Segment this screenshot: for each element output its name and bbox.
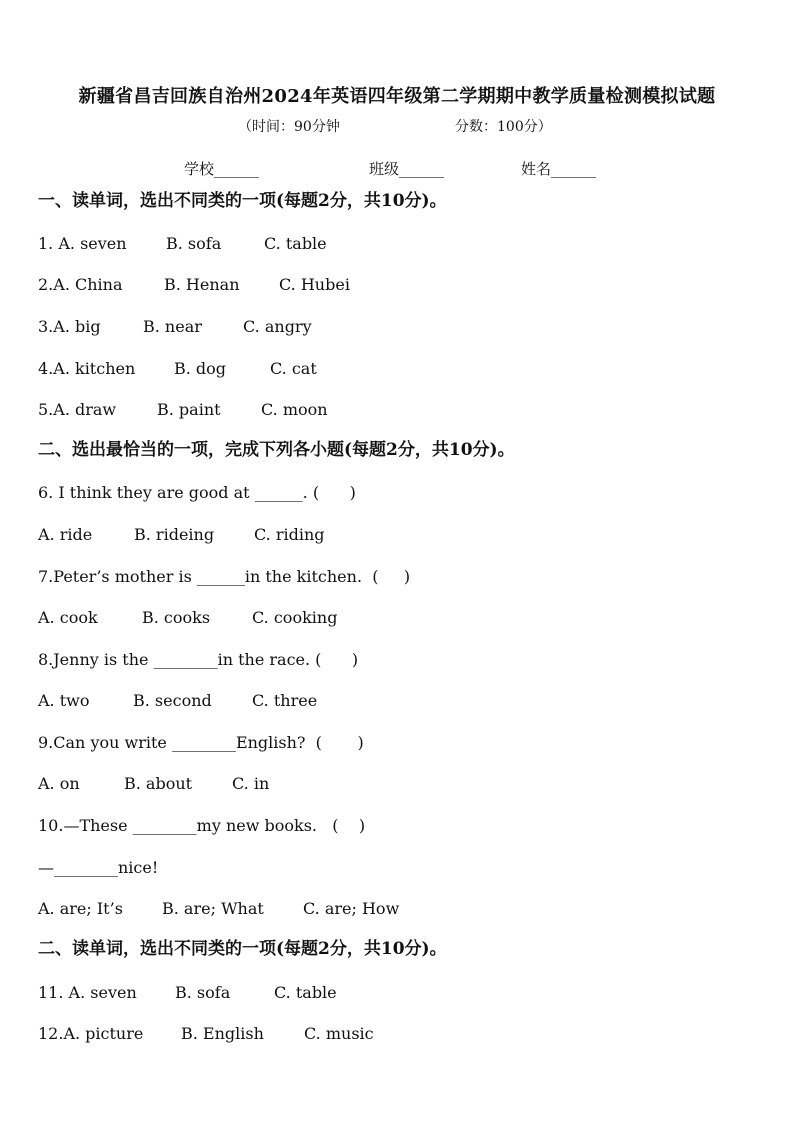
option-c: C. table	[274, 983, 337, 1002]
option-b: B. paint	[157, 400, 221, 419]
option-a: 2.A. China	[38, 275, 123, 294]
option-c: C. cat	[270, 359, 317, 378]
option-b: B. English	[181, 1024, 264, 1043]
option-a: 4.A. kitchen	[38, 359, 136, 378]
option-a: 12.A. picture	[38, 1024, 144, 1043]
section-heading-3: 二、读单词，选出不同类的一项(每题2分，共10分)。	[38, 939, 447, 959]
option-c: C. music	[304, 1024, 374, 1043]
score-label: 分数：100分）	[455, 119, 552, 135]
option-b: B. sofa	[175, 983, 231, 1002]
name-field: 姓名______	[521, 160, 597, 178]
school-field: 学校______	[184, 160, 260, 178]
option-a: 3.A. big	[38, 317, 101, 336]
section-heading-1: 一、读单词，选出不同类的一项(每题2分，共10分)。	[38, 191, 447, 211]
option-a: A. are; It’s	[38, 899, 123, 918]
option-a: A. cook	[38, 608, 98, 627]
option-c: C. table	[264, 234, 327, 253]
option-c: C. cooking	[252, 608, 338, 627]
option-a: A. two	[38, 691, 90, 710]
option-a: 11. A. seven	[38, 983, 137, 1002]
question-stem: 10.—These ________my new books. ( )	[38, 816, 366, 835]
class-field: 班级______	[369, 160, 445, 178]
option-c: C. are; How	[303, 899, 400, 918]
option-b: B. are; What	[162, 899, 264, 918]
option-b: B. sofa	[166, 234, 222, 253]
question-stem: 7.Peter’s mother is ______in the kitchen. ( )	[38, 567, 411, 586]
question-stem: 6. I think they are good at ______. ( )	[38, 483, 356, 502]
option-a: A. ride	[38, 525, 93, 544]
question-stem: 9.Can you write ________English? ( )	[38, 733, 364, 752]
option-b: B. near	[143, 317, 202, 336]
section-heading-2: 二、选出最恰当的一项，完成下列各小题(每题2分，共10分)。	[38, 440, 515, 460]
option-c: C. riding	[254, 525, 325, 544]
option-b: B. Henan	[164, 275, 240, 294]
page-title: 新疆省昌吉回族自治州2024年英语四年级第二学期期中教学质量检测模拟试题	[78, 86, 716, 107]
option-a: 1. A. seven	[38, 234, 127, 253]
option-b: B. cooks	[142, 608, 211, 627]
time-label: （时间：90分钟	[238, 119, 340, 135]
option-b: B. rideing	[134, 525, 215, 544]
option-c: C. three	[252, 691, 318, 710]
option-c: C. moon	[261, 400, 328, 419]
option-a: A. on	[38, 774, 80, 793]
option-c: C. Hubei	[279, 275, 350, 294]
option-c: C. angry	[243, 317, 312, 336]
option-b: B. second	[133, 691, 212, 710]
question-reply: —________nice!	[38, 858, 159, 877]
option-c: C. in	[232, 774, 270, 793]
option-b: B. about	[124, 774, 193, 793]
option-b: B. dog	[174, 359, 227, 378]
option-a: 5.A. draw	[38, 400, 117, 419]
question-stem: 8.Jenny is the ________in the race. ( )	[38, 650, 359, 669]
